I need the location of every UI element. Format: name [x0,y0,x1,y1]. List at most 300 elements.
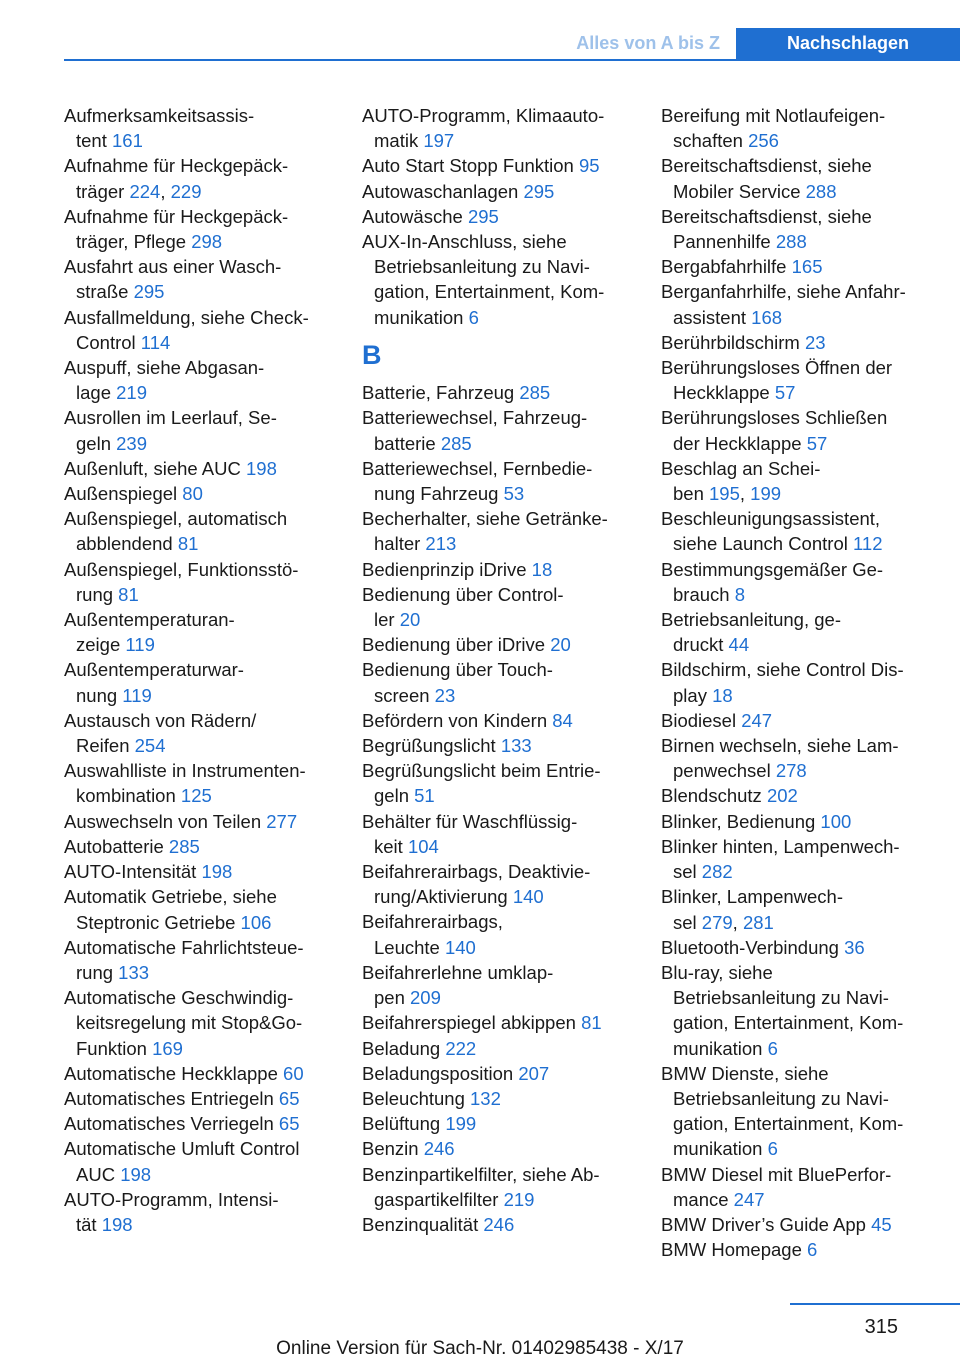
index-term: Außentemperaturan- [64,609,235,631]
index-entry-continuation [64,229,344,254]
index-entry [64,305,344,330]
index-term: Blinker, Lampenwech- [661,886,844,908]
index-entry [661,557,941,582]
index-term: Berührbildschirm [661,331,800,353]
page-link[interactable]: 119 [122,684,152,706]
page-link[interactable]: 8 [734,583,746,605]
page-link[interactable]: 198 [120,1163,152,1185]
index-entry [362,582,642,607]
index-entry-continuation [661,1111,941,1136]
page-link[interactable]: 282 [701,861,733,883]
index-term: Automatische Fahrlichtsteue- [64,936,304,958]
page-link[interactable]: 295 [467,205,499,227]
page-link[interactable]: 278 [775,760,807,782]
page-link[interactable]: 295 [133,281,165,303]
page-link[interactable]: 81 [118,583,139,605]
index-term: Benzin [362,1138,419,1160]
index-term: sel [673,861,697,883]
index-entry [362,632,642,657]
index-entry [362,153,642,178]
index-term: Berührungsloses Öffnen der [661,357,893,379]
page-link[interactable]: 202 [766,785,798,807]
index-entry-continuation [362,531,642,556]
index-term: nung Fahrzeug [374,483,499,505]
index-term: Betriebsanleitung, ge- [661,609,841,631]
index-term: der Heckklappe [673,432,802,454]
page-link[interactable]: 112 [852,533,883,555]
index-entry [362,733,642,758]
page-link[interactable]: 247 [741,709,773,731]
page-link[interactable]: 6 [767,1037,778,1059]
index-entry [64,809,344,834]
index-entry [362,405,642,430]
index-term: Bedienprinzip iDrive [362,558,527,580]
index-term: batterie [374,432,436,454]
index-term: Automatik Getriebe, siehe [64,886,277,908]
page-link[interactable]: 222 [445,1037,477,1059]
index-entry-continuation [64,1162,344,1187]
page-link[interactable]: 100 [820,810,852,832]
index-entry [64,254,344,279]
index-entry-continuation [362,985,642,1010]
index-entry [661,456,941,481]
index-entry-continuation [362,1187,642,1212]
page-link[interactable]: 247 [733,1188,765,1210]
index-entry-continuation [661,859,941,884]
chapter-tab[interactable]: Nachschlagen [736,28,960,59]
index-entry [64,506,344,531]
page-link[interactable]: 279 [701,911,733,933]
index-term: Benzinpartikelfilter, siehe Ab- [362,1163,600,1185]
index-term: Bedienung über iDrive [362,634,546,656]
index-entry [64,708,344,733]
index-term: AUTO-Intensität [64,861,197,883]
index-entry-continuation [64,733,344,758]
index-term: AUX-In-Anschluss, siehe [362,231,567,253]
page-link[interactable]: 224 [129,180,161,202]
index-term: ler [374,609,395,631]
index-entry [661,809,941,834]
index-entry [661,254,941,279]
page-link[interactable]: 198 [101,1213,133,1235]
page-link[interactable]: 198 [246,457,277,479]
page-link[interactable]: 104 [407,835,439,857]
index-entry [661,607,941,632]
online-version-note: Online Version für Sach-Nr. 01402985438 - X/17 [276,1338,684,1359]
index-term: rung [76,961,114,983]
index-entry [64,1111,344,1136]
index-term: Begrüßungslicht beim Entrie- [362,760,601,782]
index-term: Ausrollen im Leerlauf, Se- [64,407,277,429]
index-entry-continuation [64,1212,344,1237]
page-link[interactable]: 219 [503,1188,535,1210]
page-link[interactable]: 197 [423,130,455,152]
page-link[interactable]: 44 [728,634,750,656]
index-entry [64,657,344,682]
index-term: rung [76,583,114,605]
index-entry [64,1136,344,1161]
index-entry [362,758,642,783]
index-entry [64,1187,344,1212]
index-term: Bedienung über Touch- [362,659,553,681]
index-entry [362,859,642,884]
index-term: BMW Driver’s Guide App [661,1213,866,1235]
page-link[interactable]: 246 [423,1138,455,1160]
index-term: Betriebsanleitung zu Navi- [374,256,590,278]
page-link[interactable]: 53 [503,483,525,505]
index-entry-continuation [661,758,941,783]
page-link[interactable]: 298 [191,231,223,253]
page-link[interactable]: 65 [278,1087,300,1109]
index-term: Automatische Umluft Control [64,1138,300,1160]
page-link[interactable]: 239 [116,432,147,454]
index-term: Beifahrerairbags, [362,911,503,933]
index-entry [661,103,941,128]
index-entry-continuation [362,254,642,279]
index-term: brauch [673,583,730,605]
page-link[interactable]: 95 [579,155,600,177]
page-link[interactable]: 18 [712,684,733,706]
page-link[interactable]: 114 [140,331,171,353]
index-term: Beleuchtung [362,1087,465,1109]
index-term: Berührungsloses Schließen [661,407,888,429]
index-entry [661,657,941,682]
page-link[interactable]: 207 [518,1062,550,1084]
page-link[interactable]: 81 [581,1012,602,1034]
index-term: AUC [76,1163,116,1185]
index-term: Batteriewechsel, Fahrzeug- [362,407,588,429]
page-link[interactable]: 285 [519,382,551,404]
page-link[interactable]: 209 [410,987,441,1009]
page-link[interactable]: 213 [425,533,457,555]
index-term: Beladung [362,1037,441,1059]
index-term: ben [673,483,704,505]
page-link[interactable]: 6 [468,306,479,328]
index-term: zeige [76,634,121,656]
index-term: Berganfahrhilfe, siehe Anfahr- [661,281,906,303]
index-term: Pannenhilfe [673,231,771,253]
page-link[interactable]: 169 [152,1037,183,1059]
index-entry-continuation [661,1136,941,1161]
index-term: BMW Dienste, siehe [661,1062,829,1084]
index-term: Befördern von Kindern [362,709,548,731]
index-entry-continuation [661,229,941,254]
index-entry-continuation [661,1086,941,1111]
index-entry-continuation [64,910,344,935]
index-term: Automatische Heckklappe [64,1062,278,1084]
index-entry [362,557,642,582]
index-entry-continuation [64,380,344,405]
page-link[interactable]: 195 [709,483,740,505]
index-column-3 [661,103,941,1262]
page-link[interactable]: 60 [283,1062,304,1084]
page-number: 315 [864,1316,898,1338]
index-entry [661,204,941,229]
index-entry [64,153,344,178]
index-term: Funktion [76,1037,147,1059]
page-link[interactable]: 219 [116,382,147,404]
index-term: Auswechseln von Teilen [64,810,262,832]
index-term: Bergabfahrhilfe [661,256,787,278]
index-entry [661,884,941,909]
index-entry-continuation [64,582,344,607]
page-link[interactable]: 80 [182,483,203,505]
index-term: siehe Launch Control [673,533,848,555]
page-link[interactable]: 65 [278,1113,300,1135]
page-link[interactable]: 133 [500,735,532,757]
page-link[interactable]: 281 [742,911,774,933]
index-term: gation, Entertainment, Kom- [673,1012,904,1034]
index-entry-continuation [362,783,642,808]
index-entry [362,1111,642,1136]
index-entry [362,179,642,204]
index-entry-continuation [661,683,941,708]
index-entry-continuation [661,1010,941,1035]
index-term: Blendschutz [661,785,762,807]
index-term: Beschlag an Schei- [661,457,821,479]
index-entry-continuation [661,179,941,204]
index-entry-continuation [362,884,642,909]
index-term: penwechsel [673,760,771,782]
index-term: Autowäsche [362,205,463,227]
page-link[interactable]: 36 [844,936,865,958]
index-entry [661,506,941,531]
index-entry [64,1061,344,1086]
index-entry [64,355,344,380]
index-term: Belüftung [362,1113,441,1135]
footer-rule [790,1303,960,1305]
index-term: Automatisches Entriegeln [64,1087,274,1109]
index-entry-continuation [362,128,642,153]
page-link[interactable]: 140 [512,886,544,908]
index-term: munikation [374,306,464,328]
index-term: lage [76,382,111,404]
index-entry-continuation [362,305,642,330]
page-link[interactable]: 106 [240,911,272,933]
page-link[interactable]: 161 [112,130,143,152]
index-entry-continuation [661,1036,941,1061]
index-term: keitsregelung mit Stop&Go- [76,1012,303,1034]
index-entry [362,909,642,934]
page-link[interactable]: 165 [791,256,823,278]
index-term: Betriebsanleitung zu Navi- [673,987,889,1009]
index-term: play [673,684,707,706]
page-link[interactable]: 45 [871,1213,892,1235]
page-link[interactable]: 125 [180,785,212,807]
index-term: Steptronic Getriebe [76,911,236,933]
page-link[interactable]: 57 [774,382,796,404]
index-entry [64,456,344,481]
index-term: Ausfahrt aus einer Wasch- [64,256,282,278]
index-entry [362,456,642,481]
index-column-1 [64,103,344,1237]
index-term: gaspartikelfilter [374,1188,499,1210]
index-entry [362,229,642,254]
page-link[interactable]: 168 [751,306,783,328]
index-term: Blinker hinten, Lampenwech- [661,835,900,857]
page-link[interactable]: 84 [552,709,573,731]
index-entry [362,506,642,531]
index-entry-continuation [64,431,344,456]
index-term: Außentemperaturwar- [64,659,244,681]
index-term: Control [76,331,136,353]
page-link[interactable]: 23 [434,684,456,706]
page-link[interactable]: 119 [125,634,155,656]
page-link[interactable]: 20 [399,609,421,631]
index-term: Beifahrerspiegel abkippen [362,1012,576,1034]
page-link[interactable]: 6 [767,1138,778,1160]
index-entry-continuation [64,632,344,657]
page-link[interactable]: 57 [806,432,828,454]
index-term: Auspuff, siehe Abgasan- [64,357,265,379]
index-term: matik [374,130,419,152]
index-term: geln [374,785,409,807]
page-link[interactable]: 246 [483,1213,515,1235]
page-link[interactable]: 277 [266,810,298,832]
page-link[interactable]: 288 [775,231,807,253]
page-link[interactable]: 285 [440,432,472,454]
index-entry [64,985,344,1010]
page-link[interactable]: 199 [750,483,782,505]
index-term: Außenspiegel, Funktionsstö- [64,558,299,580]
index-entry [64,1086,344,1111]
index-entry [64,859,344,884]
page-link[interactable]: 288 [805,180,837,202]
index-term: screen [374,684,430,706]
index-entry [661,1237,941,1262]
index-term: rung/Aktivierung [374,886,508,908]
index-term: Leuchte [374,936,440,958]
page-link[interactable]: 295 [523,180,555,202]
page-link[interactable]: 133 [118,961,150,983]
index-entry [661,783,941,808]
index-entry [362,1136,642,1161]
index-entry [661,279,941,304]
index-entry [661,935,941,960]
page-link[interactable]: 51 [414,785,435,807]
page-link[interactable]: 199 [445,1113,477,1135]
index-term: Behälter für Waschflüssig- [362,810,578,832]
page-link[interactable]: 23 [804,331,826,353]
section-letter: B [362,339,382,370]
index-entry-continuation [362,279,642,304]
index-entry-continuation [661,582,941,607]
index-entry-continuation [64,783,344,808]
page-link[interactable]: 18 [531,558,553,580]
index-term: munikation [673,1037,763,1059]
index-term: Reifen [76,735,130,757]
index-entry-continuation [64,531,344,556]
index-term: Becherhalter, siehe Getränke- [362,508,608,530]
index-entry [64,557,344,582]
index-entry-continuation [64,683,344,708]
page-link[interactable]: 140 [444,936,476,958]
index-term: halter [374,533,421,555]
index-term: kombination [76,785,176,807]
index-term: Austausch von Rädern/ [64,709,257,731]
index-entry [362,1061,642,1086]
index-entry-continuation [661,632,941,657]
page-link[interactable]: 20 [550,634,571,656]
index-term: schaften [673,130,743,152]
index-entry-continuation [661,380,941,405]
index-term: gation, Entertainment, Kom- [374,281,605,303]
index-entry [362,960,642,985]
page-link[interactable]: 256 [748,130,779,152]
index-entry-continuation [64,279,344,304]
section-tab[interactable]: Alles von A bis Z [560,28,736,59]
index-term: AUTO-Programm, Intensi- [64,1188,279,1210]
index-term: Automatisches Verriegeln [64,1113,274,1135]
index-term: keit [374,835,403,857]
index-term: AUTO-Programm, Klimaauto- [362,105,605,126]
index-term: Aufnahme für Heckgepäck- [64,205,289,227]
index-term: Betriebsanleitung zu Navi- [673,1087,889,1109]
index-entry-continuation [362,431,642,456]
index-term: träger, Pflege [76,231,187,253]
index-entry-continuation [362,834,642,859]
index-term: Birnen wechseln, siehe Lam- [661,735,899,757]
index-term: pen [374,987,405,1009]
page-link[interactable]: 132 [470,1087,501,1109]
index-term: Begrüßungslicht [362,735,496,757]
index-term: Bestimmungsgemäßer Ge- [661,558,884,580]
index-entry [661,405,941,430]
index-term: Batterie, Fahrzeug [362,382,515,404]
index-entry [64,935,344,960]
index-term: assistent [673,306,747,328]
index-term: Batteriewechsel, Fernbedie- [362,457,593,479]
index-entry [64,607,344,632]
page-link[interactable]: 81 [177,533,199,555]
index-term: Außenspiegel, automatisch [64,508,288,530]
page-link[interactable]: 229 [170,180,202,202]
index-term: Biodiesel [661,709,737,731]
index-term: Aufmerksamkeitsassis- [64,105,255,126]
index-entry [661,1061,941,1086]
index-term: Auto Start Stopp Funktion [362,155,574,177]
index-term: Außenluft, siehe AUC [64,457,241,479]
index-entry-continuation [661,431,941,456]
page-link[interactable]: 198 [201,861,233,883]
index-entry [362,809,642,834]
page-link[interactable]: 254 [134,735,166,757]
index-term: träger [76,180,125,202]
index-term: Autowaschanlagen [362,180,519,202]
page-link[interactable]: 285 [168,835,200,857]
index-entry [64,834,344,859]
index-entry [362,380,642,405]
index-entry [661,330,941,355]
index-entry [64,204,344,229]
index-term: munikation [673,1138,763,1160]
index-entry [661,733,941,758]
index-entry [661,960,941,985]
index-entry-continuation [661,128,941,153]
index-term: Beifahrerairbags, Deaktivie- [362,861,591,883]
index-entry [661,153,941,178]
index-entry-continuation [661,985,941,1010]
index-entry [362,204,642,229]
index-term: geln [76,432,111,454]
index-entry-continuation [64,330,344,355]
page-link[interactable]: 6 [807,1239,818,1261]
index-term: abblendend [76,533,173,555]
index-term: Mobiler Service [673,180,801,202]
index-entry [64,405,344,430]
index-term: straße [76,281,129,303]
index-entry [362,1086,642,1111]
